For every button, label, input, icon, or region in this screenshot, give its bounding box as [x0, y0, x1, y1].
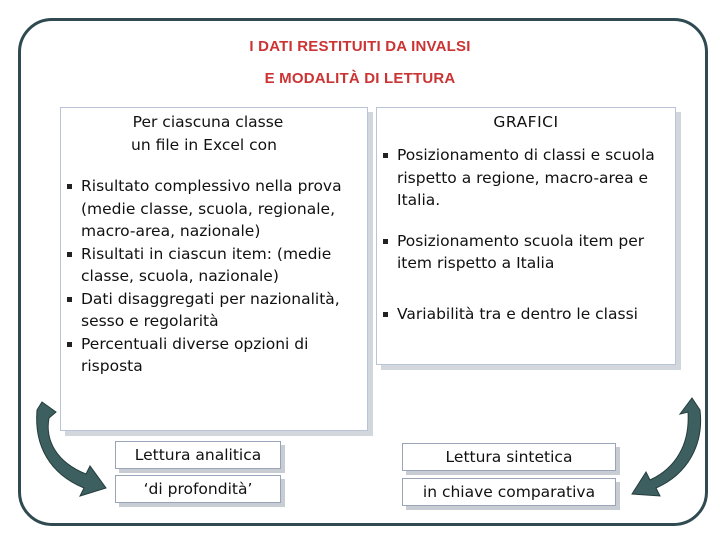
list-item: Percentuali diverse opzioni di risposta [67, 333, 365, 378]
grafici-box [376, 107, 676, 365]
chiave-comparativa-label: in chiave comparativa [402, 478, 616, 506]
list-item: Variabilità tra e dentro le classi [383, 303, 673, 326]
list-item: Risultato complessivo nella prova (medie classe, scuola, regionale, macro-area, nazionale) [67, 175, 365, 243]
left-box-list [67, 175, 365, 378]
right-box-list [383, 144, 673, 325]
list-item: Posizionamento di classi e scuola rispetto a regione, macro-area e Italia. [383, 144, 673, 212]
curved-arrow-right-icon [620, 396, 710, 506]
right-box-heading: GRAFICI [493, 113, 559, 131]
left-box-heading-1: Per ciascuna classe [132, 113, 284, 131]
list-item: Risultati in ciascun item: (medie classe, scuola, nazionale) [67, 243, 365, 288]
title-line-1: I DATI RESTITUITI DA INVALSI [249, 38, 471, 55]
title-line-2: E MODALITÀ DI LETTURA [264, 70, 456, 87]
left-box-heading-2: un file in Excel con [131, 136, 277, 154]
lettura-analitica-label: Lettura analitica [115, 441, 281, 469]
di-profondita-label: ‘di profondità’ [115, 475, 281, 503]
excel-file-box [60, 107, 368, 431]
list-item: Dati disaggregati per nazionalità, sesso e regolarità [67, 288, 365, 333]
curved-arrow-left-icon [28, 400, 128, 500]
lettura-sintetica-label: Lettura sintetica [402, 443, 616, 471]
list-item: Posizionamento scuola item per item rispetto a Italia [383, 230, 673, 275]
